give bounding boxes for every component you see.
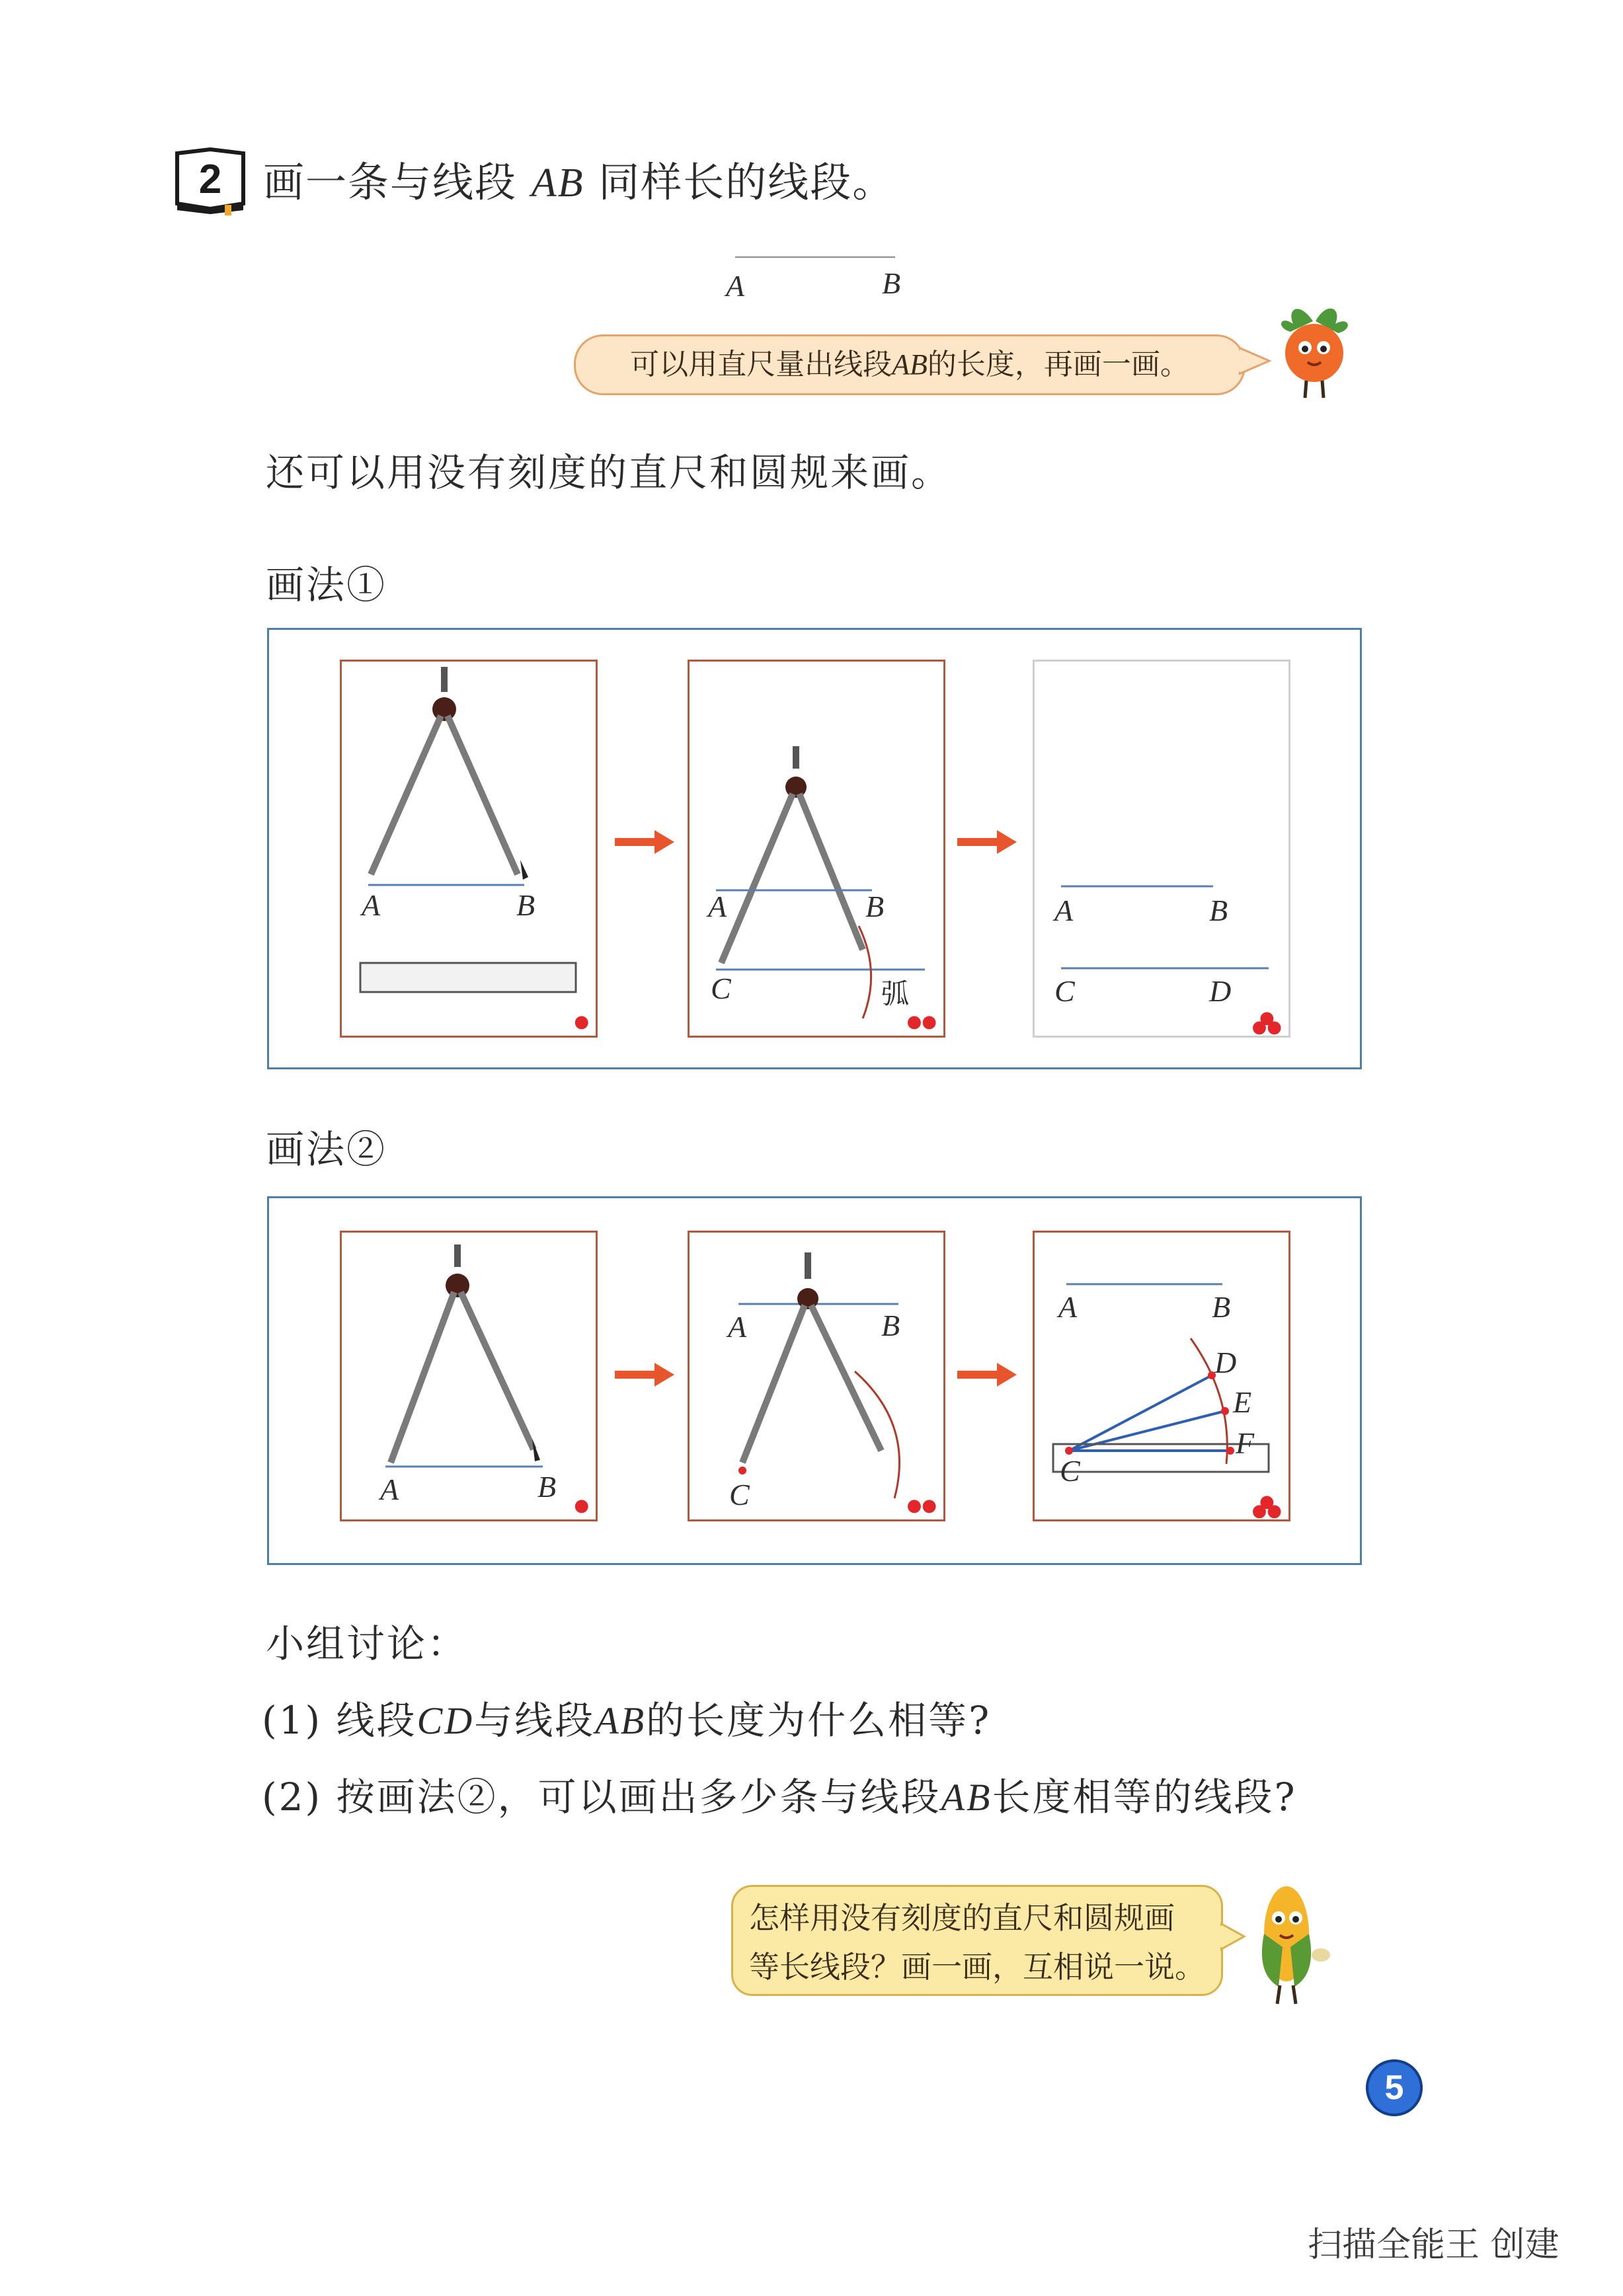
- corn-character-icon: [1243, 1874, 1342, 2007]
- bubble-tail: [1239, 341, 1272, 381]
- label-c: C: [1054, 974, 1075, 1008]
- label-a: A: [362, 888, 381, 922]
- label-b: B: [865, 890, 885, 923]
- label-c: C: [1060, 1454, 1080, 1488]
- label-a: A: [1058, 1290, 1078, 1324]
- step-dots: ●●: [906, 1496, 937, 1515]
- label-a: A: [728, 1310, 747, 1344]
- method1-step3-panel: [1033, 660, 1290, 1038]
- method2-step3-panel: [1033, 1231, 1290, 1521]
- arrow-right-icon: [615, 1363, 674, 1387]
- arc-label: 弧: [881, 977, 910, 1010]
- label-b: B: [537, 1470, 557, 1504]
- arrow-right-icon: [957, 1363, 1017, 1387]
- svg-text:2: 2: [198, 157, 222, 202]
- discussion-heading: 小组讨论：: [266, 1621, 468, 1666]
- label-b: B: [881, 1309, 900, 1342]
- label-f: F: [1236, 1426, 1255, 1460]
- step-dots: ●: [574, 1012, 589, 1032]
- corn-hint-line2: 等长线段？画一画，互相说一说。: [749, 1949, 1205, 1985]
- compass-arc-icon: [690, 1233, 943, 1519]
- method2-step1-panel: [340, 1231, 598, 1521]
- corn-hint-bubble: [731, 1885, 1223, 1996]
- tomato-character-icon: [1273, 301, 1359, 407]
- step-dots: ● ●●: [1251, 1008, 1282, 1037]
- method1-title: 画法①: [266, 562, 387, 607]
- label-d: D: [1209, 974, 1232, 1008]
- method2-step2-panel: [688, 1231, 945, 1521]
- method2-title: 画法②: [266, 1127, 387, 1172]
- label-a: A: [1054, 894, 1074, 927]
- intro-text: 还可以用没有刻度的直尺和圆规来画。: [266, 450, 952, 495]
- label-a: A: [380, 1473, 399, 1506]
- scanner-watermark: 扫描全能王 创建: [1308, 2225, 1560, 2265]
- label-e: E: [1233, 1385, 1252, 1419]
- page-number: 5: [1366, 2059, 1423, 2116]
- compass-icon: [342, 662, 596, 1036]
- point-b-label: B: [882, 266, 901, 300]
- label-c: C: [729, 1478, 750, 1512]
- point-a-label: A: [726, 269, 745, 303]
- label-a: A: [708, 890, 727, 923]
- method1-step2-panel: [688, 660, 945, 1038]
- corn-hint-line1: 怎样用没有刻度的直尺和圆规画: [749, 1900, 1175, 1936]
- step-dots: ●: [574, 1496, 589, 1515]
- arrow-right-icon: [615, 830, 674, 854]
- question-2: (2) 按画法②，可以画出多少条与线段AB长度相等的线段?: [262, 1775, 1297, 1819]
- label-b: B: [1209, 894, 1228, 927]
- method1-step1-panel: [340, 660, 598, 1038]
- problem-number-icon: [173, 147, 247, 215]
- label-b: B: [516, 888, 535, 922]
- arrow-right-icon: [957, 830, 1017, 854]
- step-dots: ● ●●: [1251, 1492, 1282, 1521]
- label-d: D: [1214, 1346, 1237, 1379]
- problem-title: 画一条与线段 AB 同样长的线段。: [263, 158, 895, 206]
- question-1: (1) 线段CD与线段AB的长度为什么相等?: [262, 1698, 992, 1743]
- segment-ab: [735, 256, 895, 258]
- ruler-hint-bubble: 可以用直尺量出线段AB的长度，再画一画。: [574, 334, 1246, 395]
- step-dots: ●●: [906, 1012, 937, 1032]
- label-b: B: [1212, 1290, 1231, 1324]
- label-c: C: [711, 972, 731, 1005]
